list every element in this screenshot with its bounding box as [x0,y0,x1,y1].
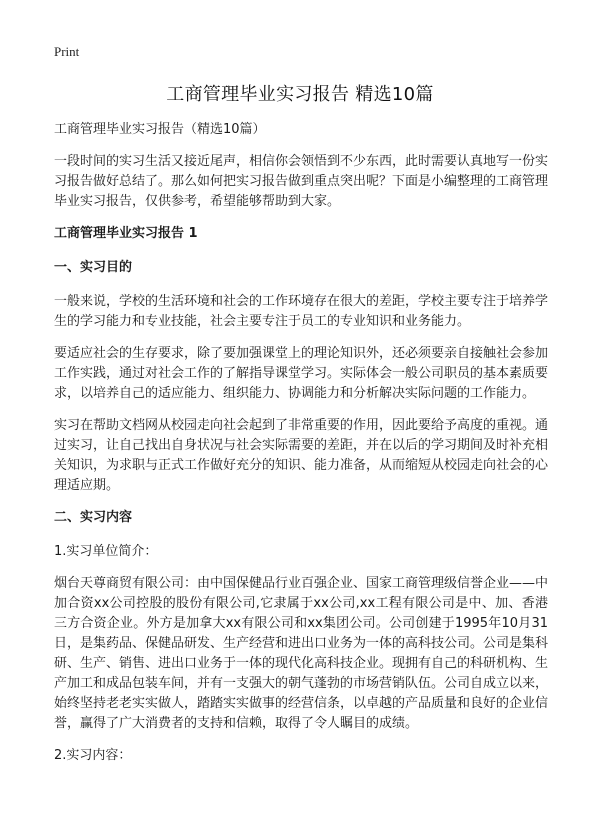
document-title: 工商管理毕业实习报告 精选10篇 [166,84,434,105]
document-body [54,120,548,778]
purpose-paragraph-2: 要适应社会的生存要求，除了要加强课堂上的理论知识外，还必须要亲自接触社会参加工作实践，通过对社会工作的了解指导课堂学习。实际体会一般公司职员的基本素质要求，以培养自己的适应能力、组织能力、协调能力和分析解决实际问题的工作能力。 [54,346,549,401]
section-heading-purpose: 一、实习目的 [54,260,133,275]
print-link[interactable]: Print [54,44,80,59]
purpose-paragraph-1: 一般来说，学校的生活环境和社会的工作环境存在很大的差距，学校主要专注于培养学生的学习能力和专业技能，社会主要专注于员工的专业知识和业务能力。 [54,294,549,329]
purpose-paragraph-3: 实习在帮助文档网从校园走向社会起到了非常重要的作用，因此要给予高度的重视。通过实习，让自己找出自身状况与社会实际需要的差距，并在以后的学习期间及时补充相关知识，为求职与正式工作做好充分的知识、能力准备，从而缩短从校园走向社会的心理适应期。 [54,418,549,493]
document-subtitle: 工商管理毕业实习报告（精选10篇） [54,122,266,137]
section-heading-content: 二、实习内容 [54,510,133,525]
company-paragraph: 烟台天尊商贸有限公司：由中国保健品行业百强企业、国家工商管理级信誉企业——中加合资xx公司控股的股份有限公司,它隶属于xx公司,xx工程有限公司是中、加、香港三方合资企业。外方是加拿大xx有限公司和xx集团公司。公司创建于1995年10月31日，是集药品、保健品研发、生产经营和进出口业务为一体的高科技公司。公司是集科研、生产、销售、进出口业务于一体的现代化高科技企业。现拥有自己的科研机构、生产加工和成品包装车间，并有一支强大的朝气蓬勃的市场营销队伍。公司自成立以来，始终坚持老老实实做人，踏踏实实做事的经营信条，以卓越的产品质量和良好的企业信誉，赢得了广大消费者的支持和信赖，取得了令人瞩目的成绩。 [54,576,549,731]
content-label: 2.实习内容： [54,748,132,763]
report-heading: 工商管理毕业实习报告 1 [54,226,198,241]
unit-intro-label: 1.实习单位简介： [54,544,158,559]
intro-paragraph: 一段时间的实习生活又接近尾声，相信你会领悟到不少东西，此时需要认真地写一份实习报告做好总结了。那么如何把实习报告做到重点突出呢？下面是小编整理的工商管理毕业实习报告，仅供参考，希望能够帮助到大家。 [54,154,549,209]
